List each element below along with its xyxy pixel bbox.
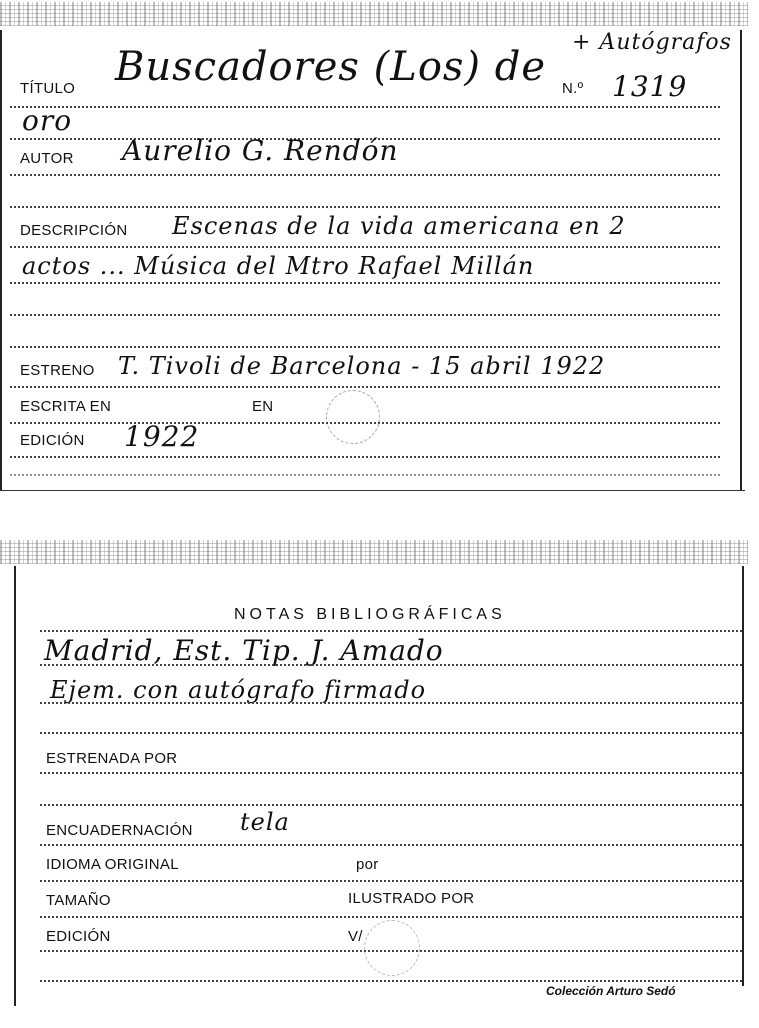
rule-encuadernacion: [40, 844, 742, 846]
estrenada-por-label: ESTRENADA POR: [46, 750, 178, 767]
autor-value: Aurelio G. Rendón: [122, 134, 399, 167]
catalog-card-front: [0, 0, 748, 492]
edicion-value: 1922: [124, 420, 200, 453]
descripcion-line2: actos ... Música del Mtro Rafael Millán: [22, 252, 535, 280]
rule-descripcion-3: [10, 314, 720, 316]
rule-tamano: [40, 916, 742, 918]
numero-label: N.º: [562, 80, 584, 97]
catalog-card-back: [0, 540, 748, 998]
rule-edicion: [10, 456, 720, 458]
titulo-label: TÍTULO: [20, 80, 76, 97]
rule-descripcion-2: [10, 282, 720, 284]
rule-edicion-3: [40, 980, 742, 982]
v-label: V/: [348, 928, 363, 945]
encuadernacion-value: tela: [240, 808, 290, 836]
tamano-label: TAMAÑO: [46, 892, 111, 909]
encuadernacion-label: ENCUADERNACIÓN: [46, 822, 193, 839]
rule-titulo: [10, 106, 720, 108]
descripcion-line1: Escenas de la vida americana en 2: [172, 212, 626, 240]
titulo-value: Buscadores (Los) de: [115, 44, 547, 90]
rule-descripcion-4: [10, 346, 720, 348]
descripcion-label: DESCRIPCIÓN: [20, 222, 128, 239]
notas-heading: NOTAS BIBLIOGRÁFICAS: [234, 606, 506, 623]
collection-footer: Colección Arturo Sedó: [546, 984, 676, 998]
estreno-label: ESTRENO: [20, 362, 95, 379]
card-top-edge: [0, 540, 748, 564]
escrita-en-label: ESCRITA EN: [20, 398, 112, 415]
rule-escrita: [10, 422, 720, 424]
rule-autor-2: [10, 206, 720, 208]
rule-descripcion-1: [10, 246, 720, 248]
notas-line1: Madrid, Est. Tip. J. Amado: [44, 634, 444, 667]
rule-estreno: [10, 386, 720, 388]
idioma-original-label: IDIOMA ORIGINAL: [46, 856, 179, 873]
rule-notas-3: [40, 732, 742, 734]
rule-notas-0: [40, 630, 742, 632]
rule-autor: [10, 174, 720, 176]
en-label: EN: [252, 398, 274, 415]
edicion-label-2: EDICIÓN: [46, 928, 111, 945]
card-left-border: [0, 30, 2, 490]
por-label: por: [356, 856, 379, 873]
rule-notas-1: [40, 664, 742, 666]
rule-idioma: [40, 880, 742, 882]
stamp-circle: [326, 390, 380, 444]
rule-notas-2: [40, 702, 742, 704]
estreno-value: T. Tivoli de Barcelona - 15 abril 1922: [118, 352, 606, 380]
rule-edicion-2: [40, 950, 742, 952]
card-left-border: [14, 566, 16, 1006]
card-right-border: [742, 566, 744, 986]
rule-edicion-2: [10, 474, 720, 476]
card-top-edge: [0, 2, 748, 26]
ilustrado-por-label: ILUSTRADO POR: [348, 890, 475, 907]
rule-estrenada-2: [40, 804, 742, 806]
card-right-border: [740, 30, 742, 490]
autografos-annotation: + Autógrafos: [572, 30, 732, 55]
stamp-circle-2: [364, 920, 420, 976]
rule-estrenada: [40, 772, 742, 774]
numero-value: 1319: [612, 70, 688, 103]
titulo-continuation: oro: [22, 104, 73, 137]
card-bottom-edge: [0, 490, 745, 491]
autor-label: AUTOR: [20, 150, 74, 167]
notas-line2: Ejem. con autógrafo firmado: [50, 676, 427, 704]
edicion-label: EDICIÓN: [20, 432, 85, 449]
